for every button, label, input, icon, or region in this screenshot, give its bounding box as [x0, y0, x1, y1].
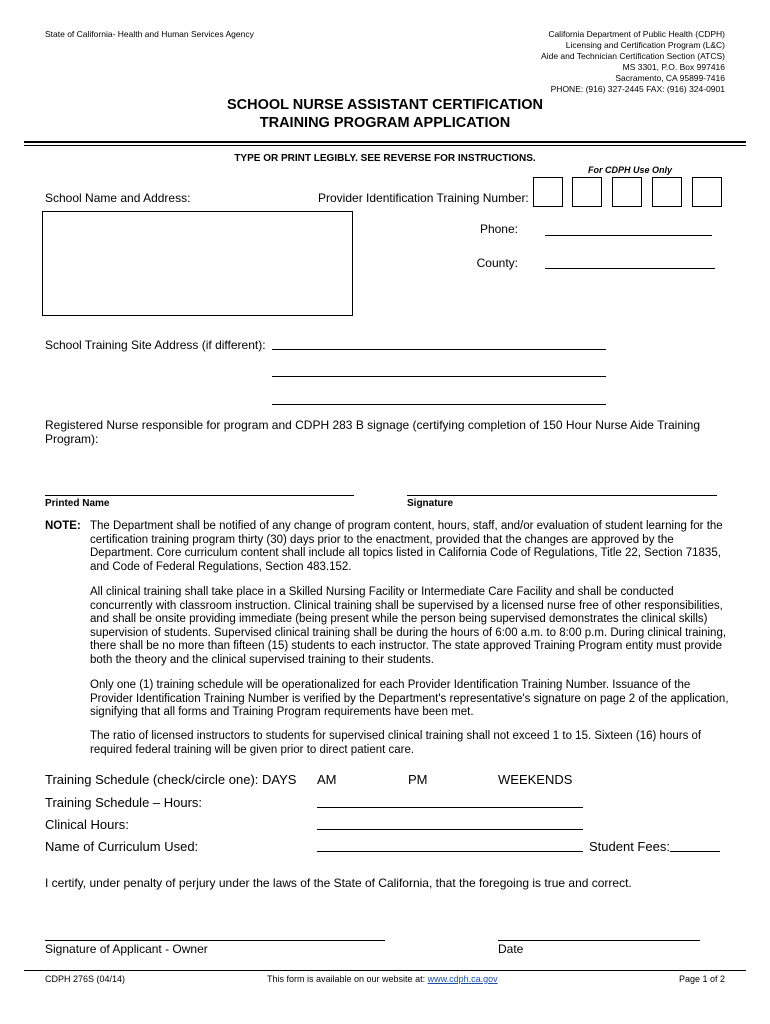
form-title-line1: SCHOOL NURSE ASSISTANT CERTIFICATION [226, 97, 544, 113]
note-line: required federal training will be given prior to direct patient care. [90, 743, 415, 756]
provider-id-box-4[interactable] [652, 177, 682, 207]
note-paragraph-1 [90, 520, 730, 574]
agency-name: State of California- Health and Human Services Agency [45, 29, 254, 39]
school-name-label: School Name and Address: [45, 191, 191, 205]
address-line: Aide and Technician Certification Section (ATCS) [541, 51, 725, 61]
page-number: Page 1 of 2 [678, 974, 725, 984]
note-line: Only one (1) training schedule will be operationalized for each Provider Identification Training Number. Issuance of the [90, 679, 691, 691]
note-line: The ratio of licensed instructors to students for supervised clinical training shall not exceed 1 to 15. Sixteen (16) hours of [90, 730, 702, 742]
training-site-line-1[interactable] [272, 349, 606, 350]
schedule-hours-label: Training Schedule – Hours: [45, 795, 203, 810]
note-line: there shall be no more than fifteen (15) students to each instructor. The state approved Training Program entity must provide [90, 640, 722, 652]
address-line: PHONE: (916) 327-2445 FAX: (916) 324-0901 [550, 84, 725, 94]
school-name-address-box[interactable] [42, 211, 353, 316]
phone-field[interactable] [545, 235, 712, 236]
provider-id-label: Provider Identification Training Number: [318, 191, 529, 205]
website-link[interactable]: www.cdph.ca.gov [427, 974, 498, 984]
note-line: All clinical training shall take place in a Skilled Nursing Facility or Intermediate Care Facility and shall be conducted [90, 586, 674, 598]
address-line: Licensing and Certification Program (L&C) [565, 40, 725, 50]
schedule-option-am[interactable]: AM [317, 772, 337, 787]
provider-id-box-5[interactable] [692, 177, 722, 207]
training-schedule-label: Training Schedule (check/circle one): DAYS [45, 772, 297, 787]
note-line: and Code of Federal Regulations, Section 483.152. [90, 560, 352, 573]
footer-divider [24, 970, 746, 971]
address-line: Sacramento, CA 95899-7416 [615, 73, 725, 83]
note-line: Department. Core curriculum content shall include all topics listed in California Code of Regulations, Title 22, Section 71835, [90, 547, 721, 559]
instructions: TYPE OR PRINT LEGIBLY. SEE REVERSE FOR INSTRUCTIONS. [234, 153, 536, 164]
note-line: both the theory and the clinical supervised training to their students. [90, 653, 434, 666]
printed-name-field[interactable] [45, 495, 354, 496]
student-fees-label: Student Fees: [589, 839, 670, 854]
training-site-label: School Training Site Address (if different): [45, 338, 266, 352]
address-line: California Department of Public Health (CDPH) [548, 29, 725, 39]
county-field[interactable] [545, 268, 715, 269]
provider-id-box-1[interactable] [533, 177, 563, 207]
clinical-hours-label: Clinical Hours: [45, 817, 129, 832]
training-site-line-3[interactable] [272, 404, 606, 405]
note-label: NOTE: [45, 520, 81, 532]
address-line: MS 3301, P.O. Box 997416 [622, 62, 725, 72]
training-site-line-2[interactable] [272, 376, 606, 377]
applicant-signature-field[interactable] [45, 940, 385, 941]
note-line: signifying that all forms and Training Program requirements have been met. [90, 706, 474, 718]
note-line: Provider Identification Training Number is verified by the Department's representative's signature on page 2 of the application, [90, 692, 729, 705]
signature-label: Signature [407, 498, 454, 509]
provider-id-box-3[interactable] [612, 177, 642, 207]
rn-label-line2: Program): [45, 432, 99, 446]
cdph-use-only-label: For CDPH Use Only [587, 165, 672, 175]
note-line: supervision of students. Supervised clinical training shall be during the hours of 6:00 a.m. to 8:00 p.m. During clinical training, [90, 626, 727, 639]
schedule-option-weekends[interactable]: WEEKENDS [498, 772, 573, 787]
header-divider [24, 141, 746, 143]
note-line: concurrently with classroom instruction. Clinical training shall be supervised by a licensed nurse free of other responsibilities, [90, 599, 723, 612]
provider-id-box-2[interactable] [572, 177, 602, 207]
form-id: CDPH 276S (04/14) [45, 974, 126, 984]
curriculum-field[interactable] [317, 851, 583, 852]
date-label: Date [498, 942, 524, 956]
footer-available-text: This form is available on our website at: [267, 974, 426, 984]
printed-name-label: Printed Name [45, 498, 110, 509]
note-paragraph-3 [90, 679, 730, 720]
clinical-hours-field[interactable] [317, 829, 583, 830]
applicant-signature-label: Signature of Applicant - Owner [45, 942, 208, 956]
note-paragraph-4 [90, 730, 730, 757]
note-line: and shall be onsite providing immediate (being present while the person being supervised demonstrates the clinical skills) [90, 613, 708, 625]
student-fees-field[interactable] [670, 851, 720, 852]
certification-statement: I certify, under penalty of perjury under the laws of the State of California, that the foregoing is true and correct. [45, 876, 632, 890]
date-field[interactable] [498, 940, 700, 941]
department-address [395, 29, 725, 95]
phone-label: Phone: [479, 222, 518, 236]
rn-label-line1: Registered Nurse responsible for program and CDPH 283 B signage (certifying completion of 150 Hour Nurse Aide Training [45, 418, 701, 432]
form-title-line2: TRAINING PROGRAM APPLICATION [259, 115, 511, 131]
note-line: The Department shall be notified of any change of program content, hours, staff, and/or evaluation of student learning for the [90, 520, 723, 532]
schedule-hours-field[interactable] [317, 807, 583, 808]
note-line: certification training program thirty (30) days prior to the enactment, provided that the changes are approved by the [90, 533, 674, 546]
signature-field[interactable] [407, 495, 717, 496]
note-paragraph-2 [90, 586, 730, 667]
curriculum-label: Name of Curriculum Used: [45, 839, 199, 854]
footer-availability [267, 974, 498, 984]
header-divider [24, 145, 746, 146]
county-label: County: [476, 256, 518, 270]
schedule-option-pm[interactable]: PM [408, 772, 428, 787]
